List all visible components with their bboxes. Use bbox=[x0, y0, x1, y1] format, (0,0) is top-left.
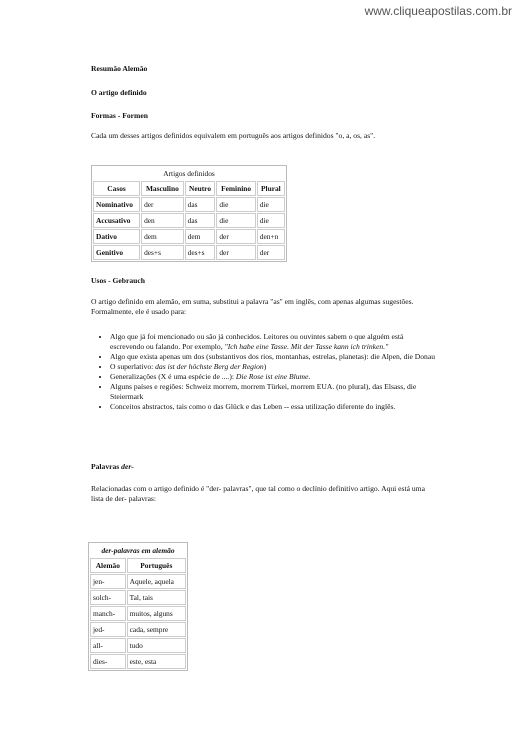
table-cell: Tal, tais bbox=[127, 590, 186, 605]
table-row bbox=[93, 229, 285, 244]
heading-italic: der- bbox=[121, 462, 134, 471]
list-item bbox=[110, 382, 436, 402]
list-item bbox=[110, 362, 436, 372]
table-cell: das bbox=[185, 197, 216, 212]
table-cell: den+n bbox=[257, 229, 285, 244]
table-cell: solch- bbox=[90, 590, 126, 605]
der-table-wrap bbox=[88, 542, 188, 671]
table-cell: muitos, alguns bbox=[127, 606, 186, 621]
document-title: Resumão Alemão bbox=[91, 64, 148, 73]
table-header: Casos bbox=[93, 181, 140, 196]
list-item bbox=[110, 352, 436, 362]
articles-table-caption: Artigos definidos bbox=[163, 168, 215, 178]
palavras-paragraph: Relacionadas com o artigo definido é "der- palavras", que tal como o declínio definitivo artigo. Aqui está uma lista de der- palavras: bbox=[91, 484, 425, 503]
table-cell: der bbox=[141, 197, 184, 212]
usos-list bbox=[91, 332, 436, 412]
list-item bbox=[110, 332, 436, 352]
table-row bbox=[93, 197, 285, 212]
table-row bbox=[90, 574, 186, 589]
list-item-text: Algo que já foi mencionado ou são já conhecidos. Leitores ou ouvintes sabem o que alguém está escrevendo ou falando. Por exemplo, bbox=[110, 332, 404, 351]
section-heading-usos: Usos - Gebrauch bbox=[91, 276, 146, 285]
section-heading-artigo: O artigo definido bbox=[91, 88, 147, 97]
table-cell: Nominativo bbox=[93, 197, 140, 212]
table-header: Masculino bbox=[141, 181, 184, 196]
table-cell: dem bbox=[141, 229, 184, 244]
table-row bbox=[93, 245, 285, 260]
heading-text: Palavras bbox=[91, 462, 122, 471]
table-row bbox=[90, 654, 186, 669]
list-item-example: das ist der höchste Berg der Region bbox=[155, 362, 264, 371]
table-row bbox=[90, 622, 186, 637]
list-item-text: Algo que exista apenas um dos (substantivos dos rios, montanhas, estrelas, planetas): die Alpen, die Donau bbox=[110, 352, 435, 361]
table-cell: die bbox=[216, 213, 255, 228]
table-cell: die bbox=[216, 197, 255, 212]
section-heading-formas: Formas - Formen bbox=[91, 111, 148, 120]
list-item-text: Alguns países e regiões: Schweiz morrem, morrem Türkei, morrem EUA. (no plural), das Elsass, die Steiermark bbox=[110, 382, 417, 401]
articles-table-wrap bbox=[91, 165, 287, 262]
table-cell: cada, sempre bbox=[127, 622, 186, 637]
table-row bbox=[90, 638, 186, 653]
table-cell: Genitivo bbox=[93, 245, 140, 260]
table-cell: jen- bbox=[90, 574, 126, 589]
table-header: Feminino bbox=[216, 181, 255, 196]
table-cell: este, esta bbox=[127, 654, 186, 669]
table-row bbox=[93, 213, 285, 228]
table-header: Alemão bbox=[90, 558, 126, 573]
table-header: Português bbox=[127, 558, 186, 573]
list-item-example: "Ich habe eine Tasse. Mit der Tasse kann ich trinken." bbox=[224, 342, 389, 351]
articles-table bbox=[91, 165, 287, 262]
der-words-table bbox=[88, 542, 188, 671]
table-cell: des+s bbox=[141, 245, 184, 260]
table-cell: manch- bbox=[90, 606, 126, 621]
table-header: Plural bbox=[257, 181, 285, 196]
table-cell: der bbox=[216, 229, 255, 244]
table-cell: Accusativo bbox=[93, 213, 140, 228]
list-item bbox=[110, 402, 436, 412]
section-heading-palavras bbox=[91, 462, 134, 472]
list-item-suffix: ) bbox=[263, 362, 267, 371]
table-cell: die bbox=[257, 213, 285, 228]
list-item-text: O superlativo: bbox=[110, 362, 156, 371]
usos-paragraph: O artigo definido em alemão, em suma, substitui a palavra "as" em inglês, com apenas algumas sugestões. Formalmente, ele é usado para: bbox=[91, 297, 414, 316]
list-item bbox=[110, 372, 436, 382]
table-cell: Aquele, aquela bbox=[127, 574, 186, 589]
table-cell: der bbox=[216, 245, 255, 260]
watermark: www.cliqueapostilas.com.br bbox=[364, 4, 512, 18]
table-cell: dies- bbox=[90, 654, 126, 669]
table-cell: Dativo bbox=[93, 229, 140, 244]
usos-list-wrap bbox=[91, 332, 436, 412]
table-cell: der bbox=[257, 245, 285, 260]
table-cell: tudo bbox=[127, 638, 186, 653]
list-item-text: Generalizações (X é uma espécie de ....): bbox=[110, 372, 236, 381]
table-cell: die bbox=[257, 197, 285, 212]
der-table-caption: der-palavras em alemão bbox=[101, 545, 175, 555]
intro-paragraph: Cada um desses artigos definidos equivalem em português aos artigos definidos "o, a, os, as". bbox=[91, 131, 376, 140]
table-header: Neutro bbox=[185, 181, 216, 196]
list-item-suffix: . bbox=[308, 372, 311, 381]
table-cell: jed- bbox=[90, 622, 126, 637]
list-item-example: Die Rose ist eine Blume bbox=[235, 372, 309, 381]
table-row bbox=[90, 606, 186, 621]
table-cell: den bbox=[141, 213, 184, 228]
table-row bbox=[90, 590, 186, 605]
table-cell: des+s bbox=[185, 245, 216, 260]
table-cell: dem bbox=[185, 229, 216, 244]
table-cell: das bbox=[185, 213, 216, 228]
list-item-text: Conceitos abstractos, tais como o das Glück e das Leben -- essa utilização diferente do inglês. bbox=[110, 402, 396, 411]
table-cell: all- bbox=[90, 638, 126, 653]
